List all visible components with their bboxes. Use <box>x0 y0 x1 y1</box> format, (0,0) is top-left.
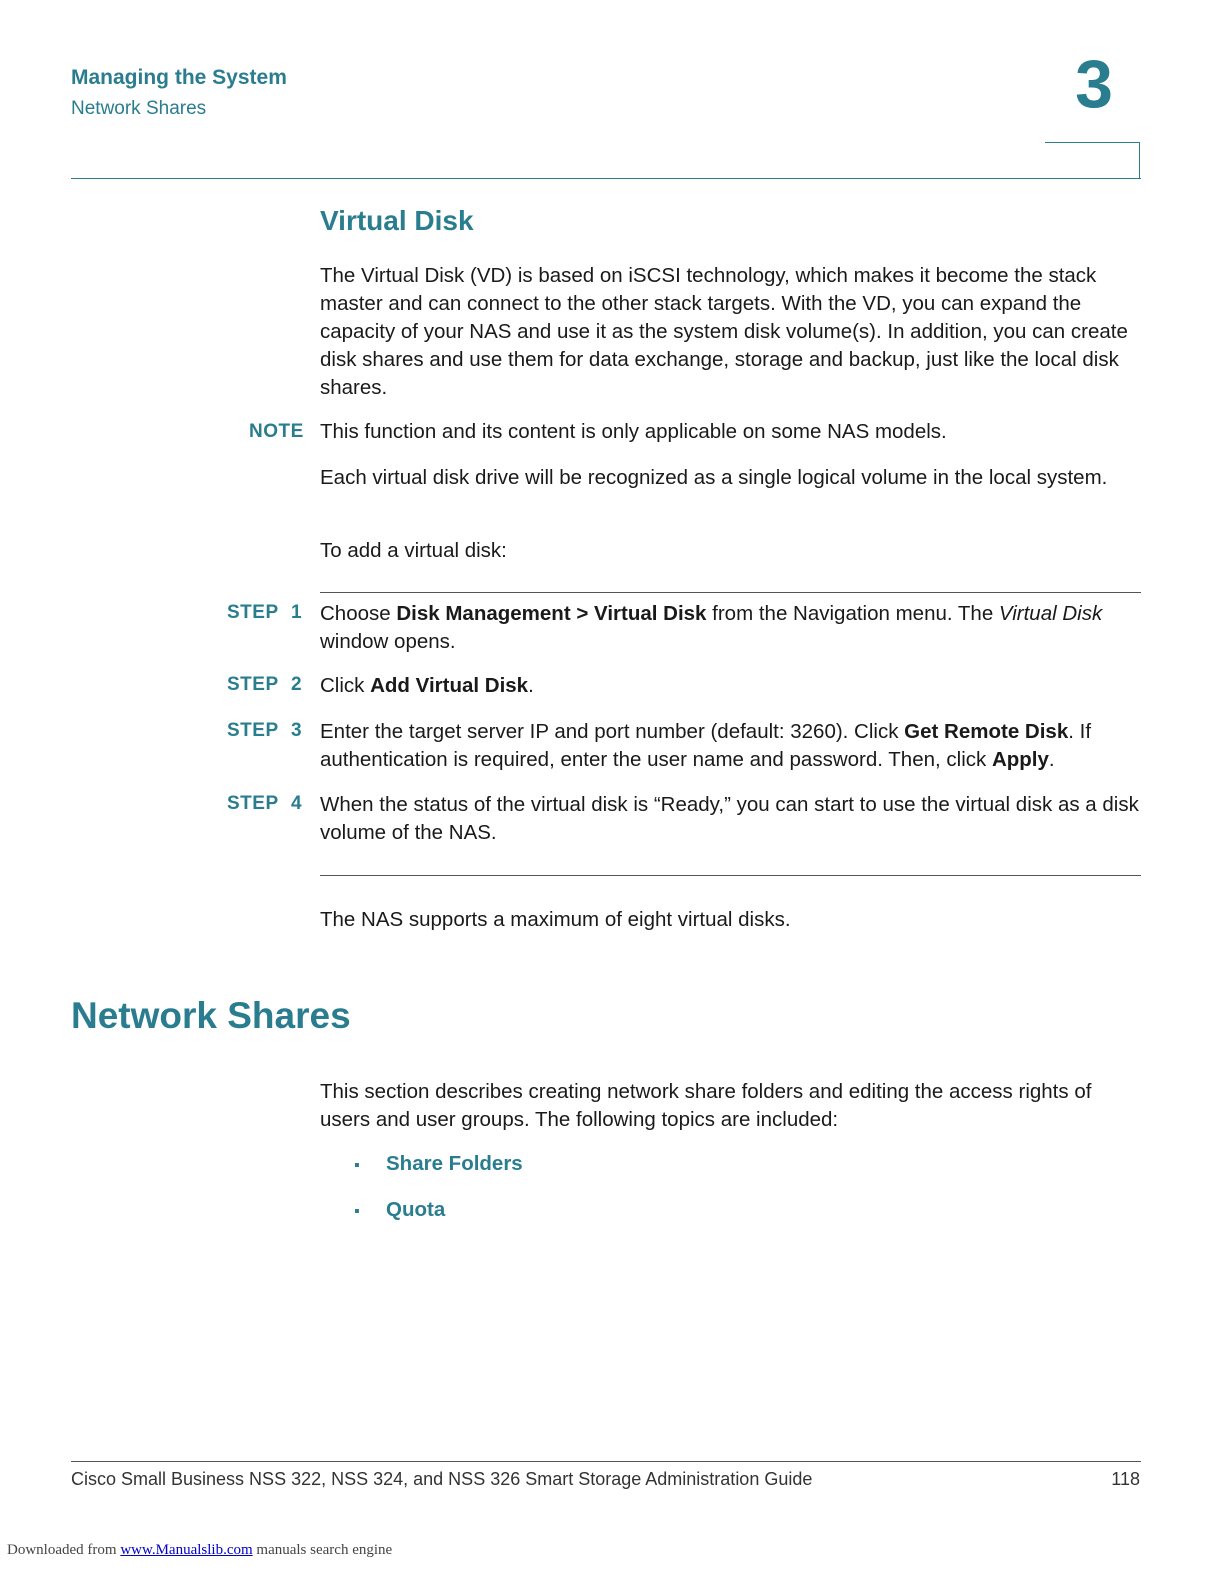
download-banner <box>7 1542 392 1559</box>
step-1-label <box>227 602 307 624</box>
button-name: Add Virtual Disk <box>370 674 529 697</box>
topic-link-share-folders[interactable]: Share Folders <box>386 1152 523 1175</box>
button-name: Apply <box>991 748 1049 771</box>
footer-guide-title: Cisco Small Business NSS 322, NSS 324, and NSS 326 Smart Storage Administration Guide <box>71 1469 813 1489</box>
step-label-text: STEP <box>227 602 279 623</box>
step-1-text <box>320 600 1140 656</box>
step-text: from the Navigation menu. The <box>706 602 999 625</box>
virtual-disk-heading: Virtual Disk <box>320 205 474 236</box>
step-number: 2 <box>291 674 303 695</box>
virtual-disk-intro: The Virtual Disk (VD) is based on iSCSI technology, which makes it become the stack master and can connect to the other stack targets. With the VD, you can expand the capacity of your NAS and use it as the system disk volume(s). In addition, you can create disk shares and use them for data exchange, storage and backup, just like the local disk shares. <box>320 264 1128 399</box>
section-title: Network Shares <box>71 98 207 119</box>
step-number: 1 <box>291 602 303 623</box>
network-shares-heading: Network Shares <box>71 995 351 1036</box>
step-label-text: STEP <box>227 793 279 814</box>
button-name: Get Remote Disk <box>904 720 1069 743</box>
virtual-disk-para3: To add a virtual disk: <box>320 539 507 562</box>
bullet-icon: ▪ <box>354 1157 360 1174</box>
bullet-icon: ▪ <box>354 1203 360 1220</box>
topic-link-quota[interactable]: Quota <box>386 1198 446 1221</box>
step-4-text <box>320 791 1140 847</box>
step-number: 3 <box>291 720 303 741</box>
chapter-box <box>1045 142 1140 178</box>
step-text: When the status of the virtual disk is “Ready,” you can start to use the virtual disk as a disk volume of the NAS. <box>320 793 1139 844</box>
step-3-text <box>320 718 1142 774</box>
window-name: Virtual Disk <box>998 602 1103 625</box>
download-prefix: Downloaded from <box>7 1542 121 1558</box>
step-number: 4 <box>291 793 303 814</box>
download-suffix: manuals search engine <box>252 1542 393 1558</box>
chapter-title: Managing the System <box>71 66 287 89</box>
virtual-disk-para2: Each virtual disk drive will be recognized as a single logical volume in the local system. <box>320 466 1108 489</box>
step-4-label <box>227 793 307 815</box>
footer-rule <box>71 1461 1141 1462</box>
network-shares-intro: This section describes creating network share folders and editing the access rights of users and user groups. The following topics are included: <box>320 1080 1092 1131</box>
steps-top-rule <box>320 592 1141 593</box>
note-label: NOTE <box>249 421 304 442</box>
step-label-text: STEP <box>227 674 279 695</box>
virtual-disk-closing: The NAS supports a maximum of eight virtual disks. <box>320 908 791 931</box>
steps-bottom-rule <box>320 875 1141 876</box>
step-text: Choose <box>320 602 397 625</box>
step-2-text <box>320 672 1140 700</box>
step-3-label <box>227 720 307 742</box>
menu-path: Disk Management > Virtual Disk <box>396 602 707 625</box>
chapter-number: 3 <box>1075 46 1113 122</box>
page-number: 118 <box>1111 1469 1140 1489</box>
step-text: . <box>1048 748 1055 771</box>
step-text: . If authentication is required, enter the user name and password. Then, click <box>320 720 1092 771</box>
manualslib-link[interactable]: www.Manualslib.com <box>120 1542 253 1558</box>
step-label-text: STEP <box>227 720 279 741</box>
header-rule <box>71 178 1141 179</box>
step-text: . <box>528 674 534 697</box>
step-text: Click <box>320 674 371 697</box>
step-2-label <box>227 674 307 696</box>
step-text: Enter the target server IP and port number (default: 3260). Click <box>320 720 905 743</box>
step-text: window opens. <box>320 630 456 653</box>
note-text: This function and its content is only applicable on some NAS models. <box>320 420 947 443</box>
